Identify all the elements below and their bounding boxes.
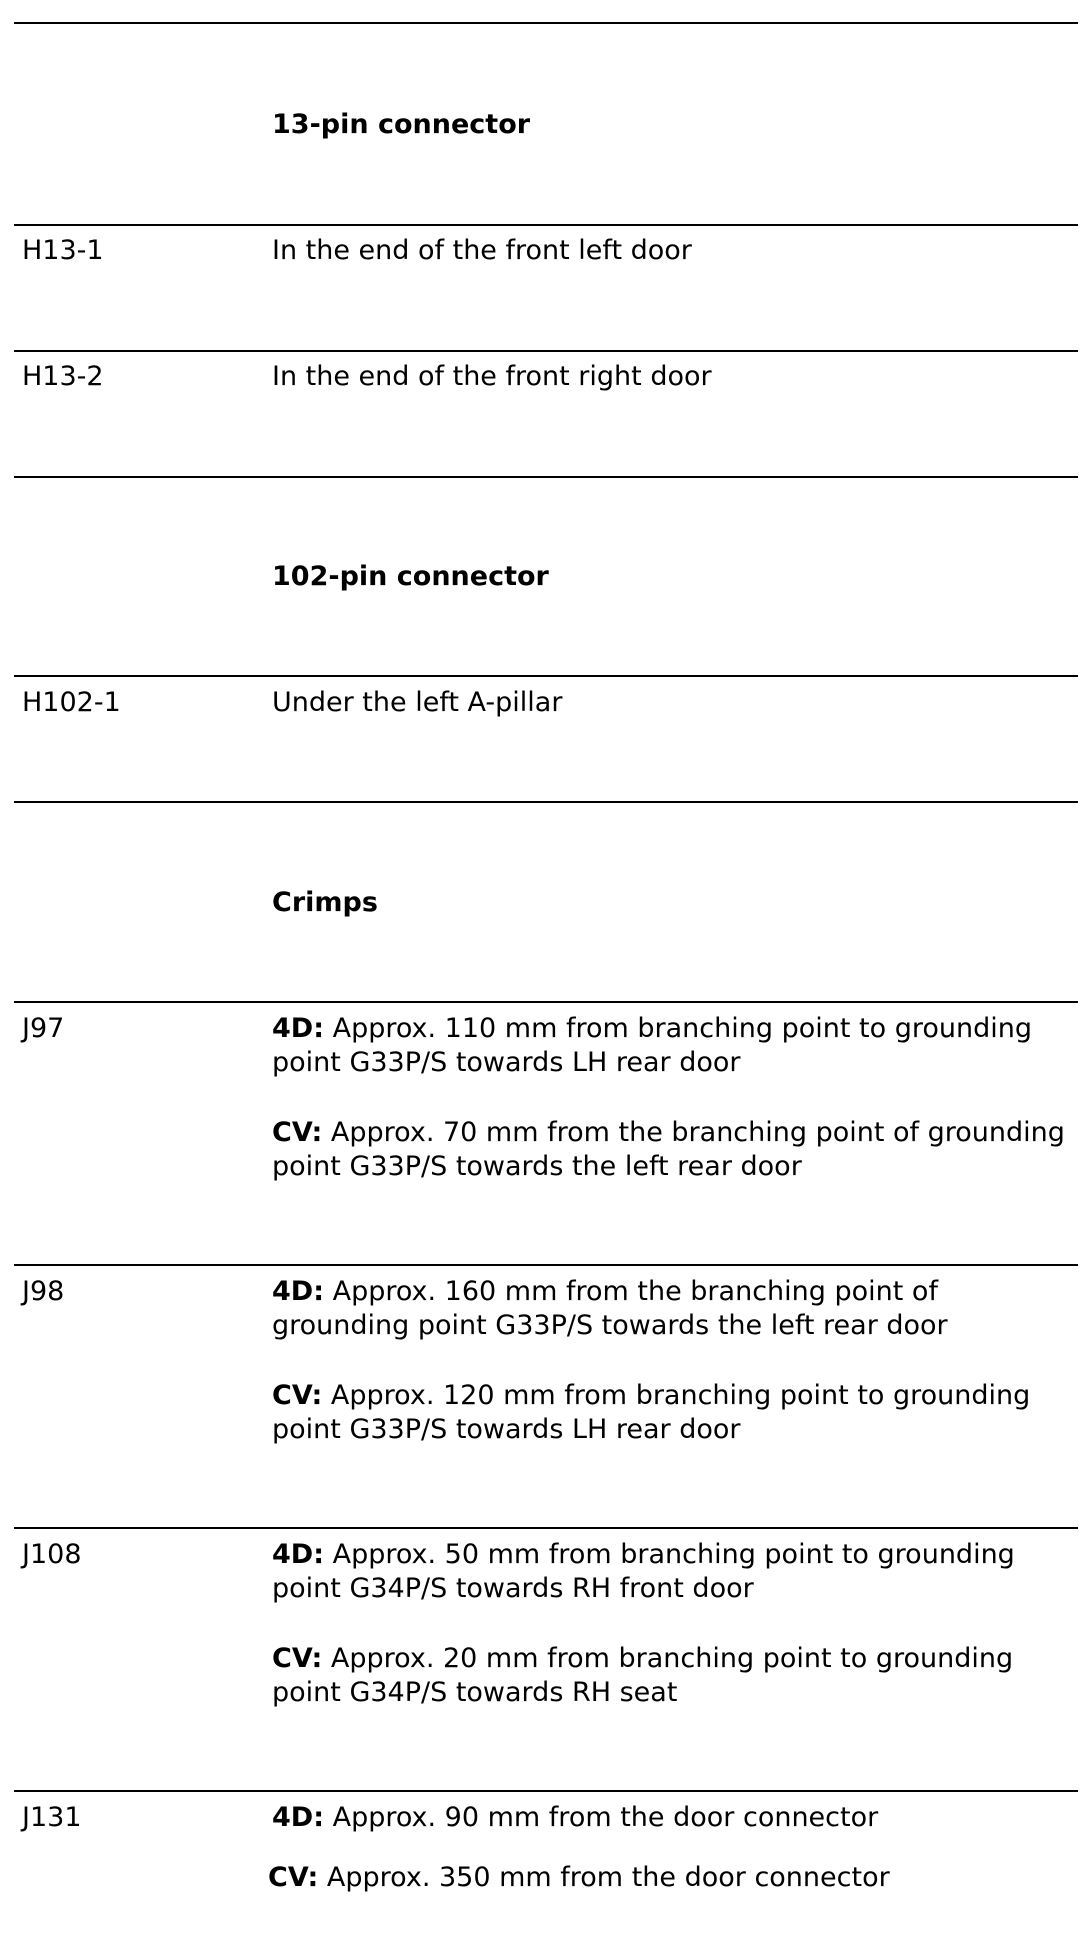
row-description-h102-1: Under the left A-pillar <box>272 687 563 718</box>
section-heading-13-pin: 13-pin connector <box>272 109 531 140</box>
row-description-j108-cv <box>272 1642 1072 1710</box>
rule-h102-1 <box>14 675 1078 677</box>
row-description-j131-cv <box>268 1861 1068 1895</box>
row-code-h13-2: H13-2 <box>22 361 104 392</box>
variant-text: Approx. 20 mm from branching point to grounding point G34P/S towards RH seat <box>272 1643 1014 1708</box>
variant-label-cv: CV: <box>272 1643 323 1674</box>
row-code-j131: J131 <box>22 1802 82 1833</box>
row-description-j97-cv <box>272 1116 1072 1184</box>
row-code-j108: J108 <box>22 1539 82 1570</box>
variant-text: Approx. 120 mm from branching point to grounding point G33P/S towards LH rear door <box>272 1380 1031 1445</box>
variant-text: Approx. 70 mm from the branching point of grounding point G33P/S towards the left rear door <box>272 1117 1065 1182</box>
variant-text: Approx. 90 mm from the door connector <box>332 1802 879 1833</box>
variant-text: Approx. 110 mm from branching point to grounding point G33P/S towards LH rear door <box>272 1013 1032 1078</box>
row-description-h13-1: In the end of the front left door <box>272 235 692 266</box>
rule-crimps <box>14 801 1078 803</box>
row-description-j98-4d <box>272 1275 1072 1343</box>
variant-label-cv: CV: <box>272 1380 323 1411</box>
row-code-j97: J97 <box>22 1013 65 1044</box>
variant-text: Approx. 50 mm from branching point to grounding point G34P/S towards RH front door <box>272 1539 1015 1604</box>
variant-text: Approx. 160 mm from the branching point of grounding point G33P/S towards the left rear door <box>272 1276 948 1341</box>
row-description-j98-cv <box>272 1379 1072 1447</box>
variant-label-4d: 4D: <box>272 1802 324 1833</box>
rule-j108 <box>14 1527 1078 1529</box>
row-code-h13-1: H13-1 <box>22 235 104 266</box>
variant-label-4d: 4D: <box>272 1276 324 1307</box>
section-heading-crimps: Crimps <box>272 887 378 918</box>
variant-label-4d: 4D: <box>272 1539 324 1570</box>
rule-h13-1 <box>14 224 1078 226</box>
rule-s102 <box>14 476 1078 478</box>
row-description-j131-4d <box>272 1801 1072 1835</box>
row-description-h13-2: In the end of the front right door <box>272 361 712 392</box>
row-description-j97-4d <box>272 1012 1072 1080</box>
rule-h13-2 <box>14 350 1078 352</box>
row-code-j98: J98 <box>22 1276 65 1307</box>
variant-label-cv: CV: <box>268 1862 319 1893</box>
row-description-j108-4d <box>272 1538 1072 1606</box>
rule-j98 <box>14 1264 1078 1266</box>
rule-j131 <box>14 1790 1078 1792</box>
variant-label-cv: CV: <box>272 1117 323 1148</box>
row-code-h102-1: H102-1 <box>22 687 121 718</box>
section-heading-102-pin: 102-pin connector <box>272 561 549 592</box>
rule-top <box>14 22 1078 24</box>
variant-label-4d: 4D: <box>272 1013 324 1044</box>
variant-text: Approx. 350 mm from the door connector <box>326 1862 890 1893</box>
rule-j97 <box>14 1001 1078 1003</box>
